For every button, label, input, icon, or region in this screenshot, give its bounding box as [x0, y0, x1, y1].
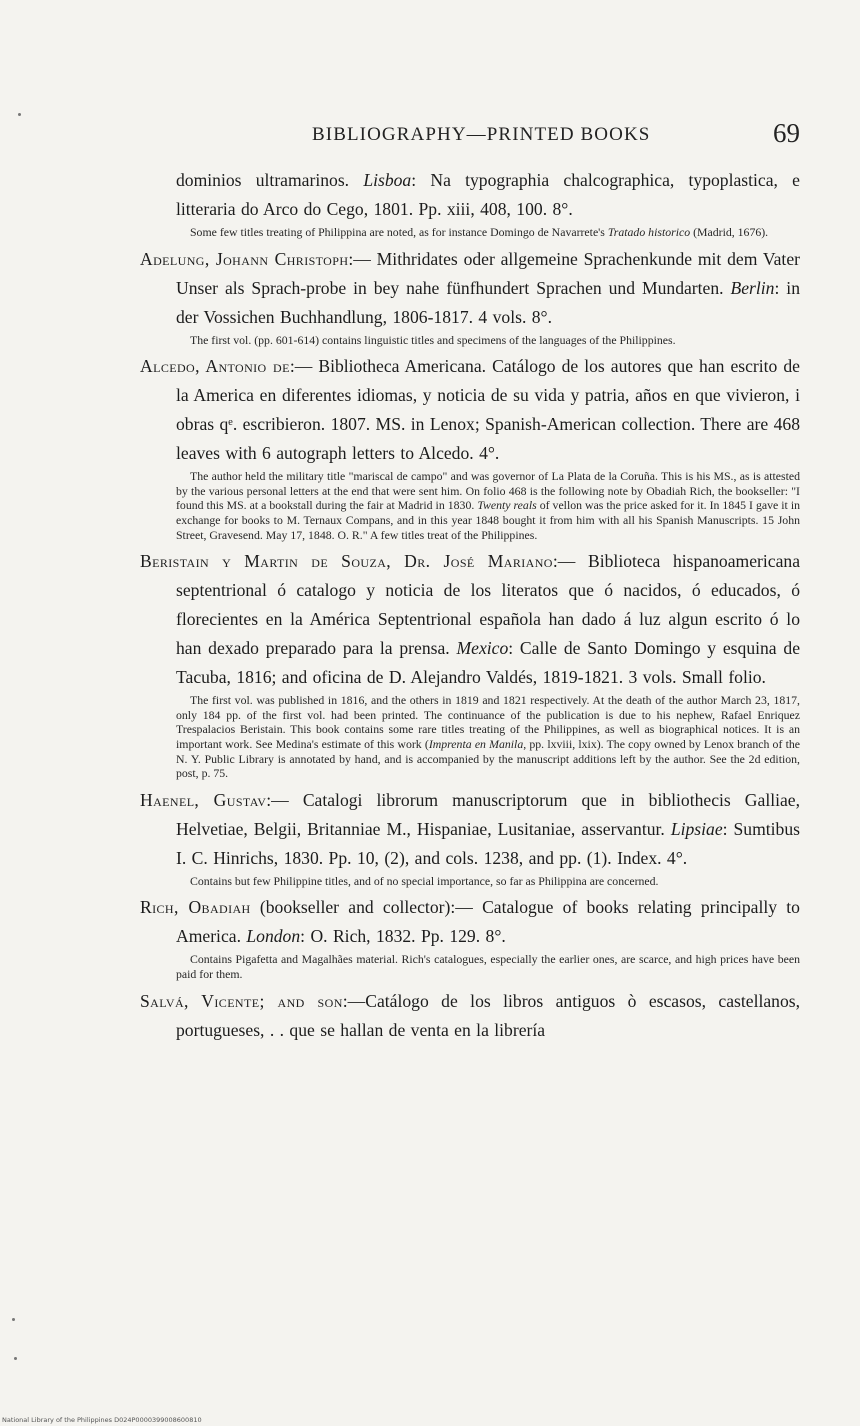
entry-author: Rich, Obadiah [140, 897, 251, 918]
entry-note: The author held the military title "mariscal de campo" and was governor of La Plata de la Coruña. This is his MS., as is attested by the various personal letters at the end that were sent him. On folio 468 is the following note by Obadiah Rich, the bookseller: "I found this MS. at a bookstall during the fair at Madrid in 1830. Twenty reals of vellon was the price asked for it. In 1845 I gave it in exchange for books to M. Ternaux Compans, and in this year 1848 bought it from him with all his Spanish Manuscripts. 15 John Street, Gravesend. May 17, 1848. O. R." A few titles treat of the Philippines. [176, 469, 801, 542]
bibliography-entry [140, 166, 800, 240]
publication-place: Lisboa [363, 170, 412, 190]
entry-citation [140, 987, 800, 1045]
entry-citation [140, 547, 800, 692]
publication-place: Berlin [730, 277, 775, 298]
entry-note: Contains Pigafetta and Magalhães material. Rich's catalogues, especially the earlier ones, are scarce, and high prices have been paid for them. [176, 952, 800, 981]
citation-text: :— Bibliotheca Americana. Catálogo de los autores que han escrito de la America en diferentes idiomas, y noticia de su vida y patria, años en que vivieron, i obras qᵉ. escribieron. 1807. MS. in Lenox; Spanish-American collection. There are 468 leaves with 6 autograph letters to Alcedo. 4°. [176, 356, 800, 464]
scan-speck [12, 1318, 15, 1321]
publication-place: London [246, 926, 301, 947]
entry-author: Beristain y Martin de Souza, Dr. José Mariano [140, 551, 553, 572]
entry-note: Some few titles treating of Philippina are noted, as for instance Domingo de Navarrete's Tratado historico (Madrid, 1676). [190, 225, 769, 239]
entry-author: Haenel, Gustav [140, 789, 267, 810]
citation-text: : in der Vossichen Buchhandlung, 1806-1817. 4 vols. 8°. [176, 277, 800, 327]
citation-text: dominios ultramarinos. [176, 170, 364, 190]
running-title: BIBLIOGRAPHY—PRINTED BOOKS [312, 124, 651, 145]
bibliography-entry [140, 987, 800, 1045]
publication-place: Lipsiae [670, 818, 723, 839]
entry-author: Alcedo, Antonio de [140, 356, 290, 377]
citation-text: : O. Rich, 1832. Pp. 129. 8°. [300, 926, 506, 947]
entry-note: The first vol. was published in 1816, and the others in 1819 and 1821 respectively. At the death of the author March 23, 1817, only 184 pp. of the first vol. had been printed. The continuance of the publication is due to his nephew, Rafael Enriquez Trespalacios Beristain. This book contains some rare titles treating of the Philippines, as well as biographical notices. It is an important work. See Medina's estimate of this work (Imprenta en Manila, pp. lxviii, lxix). The copy owned by Lenox branch of the N. Y. Public Library is annotated by hand, and is accompanied by the manuscript additions left by the author. See the 2d edition, post, p. 75. [176, 693, 800, 781]
citation-text: : Sumtibus I. C. Hinrichs, 1830. Pp. 10, (2), and cols. 1238, and pp. (1). Index. 4°. [176, 818, 800, 868]
bibliography-entry [140, 245, 800, 348]
bibliography-entry [140, 893, 800, 981]
entry-citation [140, 893, 800, 951]
citation-text: :— Biblioteca hispanoamericana septentrional ó catalogo y noticia de los literatos que ó nacidos, ó educados, ó florecientes en la América Septentrional española han dado á luz algun escrito ó lo han dexado preparado para la prensa. [176, 551, 801, 659]
scan-credit: National Library of the Philippines D024P0000399008600810 [2, 1416, 202, 1424]
publication-place: Mexico [456, 638, 509, 659]
entry-citation [140, 786, 800, 873]
entry-citation [140, 352, 800, 468]
bibliography-list [140, 166, 800, 1050]
entry-citation [140, 245, 800, 332]
entry-note: Contains but few Philippine titles, and of no special importance, so far as Philippina are concerned. [190, 873, 659, 888]
entry-note: The first vol. (pp. 601-614) contains linguistic titles and specimens of the languages of the Philippines. [190, 332, 676, 347]
page-number: 69 [773, 118, 800, 148]
page-header [160, 118, 800, 158]
citation-text: :— Mithridates oder allgemeine Sprachenkunde mit dem Vater Unser als Sprach-probe in bey nahe fünfhundert Sprachen und Mundarten. [176, 248, 800, 298]
citation-text: :— Catalogi librorum manuscriptorum que in bibliothecis Galliae, Helvetiae, Belgii, Britanniae M., Hispaniae, Lusitaniae, asservantur. [176, 789, 801, 839]
citation-text: : Na typographia chalcographica, typoplastica, e litteraria do Arco do Cego, 1801. Pp. xiii, 408, 100. 8°. [176, 170, 800, 219]
scan-speck [18, 113, 21, 116]
citation-text: :—Catálogo de los libros antiguos ò escasos, castellanos, portugueses, . . que se hallan de venta en la librería [176, 990, 800, 1040]
bibliography-entry [140, 547, 800, 781]
scan-speck [14, 1357, 17, 1360]
bibliography-entry [140, 786, 800, 889]
citation-text: (bookseller and collector):— Catalogue of books relating principally to America. [176, 897, 800, 947]
bibliography-entry [140, 352, 800, 542]
entry-citation [140, 166, 800, 224]
citation-text: : Calle de Santo Domingo y esquina de Tacuba, 1816; and oficina de D. Alejandro Valdés, 1819-1821. 3 vols. Small folio. [176, 638, 800, 688]
entry-author: Adelung, Johann Christoph [140, 248, 349, 269]
entry-author: Salvá, Vicente; and son [140, 990, 343, 1011]
